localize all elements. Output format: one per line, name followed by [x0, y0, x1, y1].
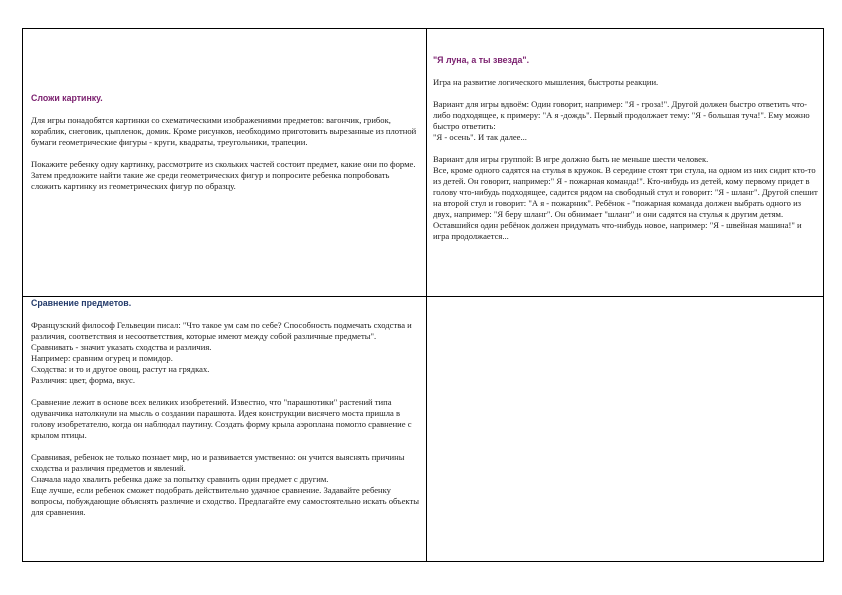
- cell-slozhi-kartinku: [31, 93, 419, 203]
- paragraph: Вариант для игры вдвоём: Один говорит, например: "Я - гроза!". Другой должен быстро ответить что-либо подходящее, к примеру: "А я -дождь". Первый продолжает тему: "Я - большая туча!". Ему можно быстро ответить:: [433, 99, 810, 131]
- paragraph: Вариант для игры группой: В игре должно быть не меньше шести человек.: [433, 154, 709, 164]
- paragraph: Покажите ребенку одну картинку, рассмотрите из скольких частей состоит предмет, какие они по форме. Затем предложите найти такие же среди геометрических фигур и попросите ребенка попробовать сложить картинку из геометрических фигур по образцу.: [31, 159, 416, 191]
- cell-sravnenie-predmetov: [31, 298, 419, 518]
- paragraph: Сравнивать - значит указать сходства и различия.: [31, 342, 212, 352]
- column-divider: [426, 29, 427, 561]
- paragraph: Например: сравним огурец и помидор.: [31, 353, 173, 363]
- card-table: [22, 28, 824, 562]
- section-title: "Я луна, а ты звезда".: [433, 55, 530, 65]
- paragraph: Французский философ Гельвеции писал: "Что такое ум сам по себе? Способность подмечать сходства и различия, соответствия и несоответствия, которые имеют между собой различные предметы".: [31, 320, 412, 341]
- paragraph: "Я - осень". И так далее...: [433, 132, 527, 142]
- paragraph: Различия: цвет, форма, вкус.: [31, 375, 136, 385]
- paragraph: Еще лучше, если ребенок сможет подобрать действительно удачное сравнение. Задавайте ребенку вопросы, побуждающие объяснять различие и сходство. Предлагайте ему самостоятельно искать объекты для сравнения.: [31, 485, 420, 517]
- section-title: Сравнение предметов.: [31, 298, 132, 308]
- row-divider: [23, 296, 823, 297]
- paragraph: Сравнивая, ребенок не только познает мир, но и развивается умственно: он учится выяснять причины сходства и различия предметов и явлений.: [31, 452, 405, 473]
- paragraph: Сходства: и то и другое овощ, растут на грядках.: [31, 364, 210, 374]
- paragraph: Сначала надо хвалить ребенка даже за попытку сравнить один предмет с другим.: [31, 474, 329, 484]
- section-title: Сложи картинку.: [31, 93, 103, 103]
- paragraph: Для игры понадобятся картинки со схематическими изображениями предметов: вагончик, грибок, кораблик, снеговик, цыпленок, домик. Кроме рисунков, необходимо приготовить вырезанные из плотной бумаги геометрические фигуры - круги, квадраты, треугольники, трапеции.: [31, 115, 417, 147]
- paragraph: Сравнение лежит в основе всех великих изобретений. Известно, что "парашютики" растений типа одуванчика натолкнули на мысль о создании парашюта. Идея конструкции висячего моста пришла в голову изобретателю, когда он наблюдал паутину. Создать форму крыла аэроплана помогло сравнение с крылом птицы.: [31, 397, 412, 440]
- paragraph: Все, кроме одного садятся на стулья в кружок. В середине стоят три стула, на одном из них сидит кто-то из детей. Он говорит, например:" Я - пожарная команда!". Кто-нибудь из детей, кому первому придет в голову что-нибудь подходящее, садится рядом на свободный стул и говорит: "Я - шланг". Другой спешит на второй стул и говорит: "А я - пожарник". Ребёнок - "пожарная команда должен выбрать одного из двух, например: "Я беру шланг". Он обнимает "шланг" и они садятся на стулья к другим детям. Оставшийся один ребёнок должен придумать что-нибудь новое, например: "Я - швейная машина!" и игра продолжается...: [433, 165, 818, 241]
- cell-ya-luna: [433, 55, 819, 242]
- paragraph: Игра на развитие логического мышления, быстроты реакции.: [433, 77, 659, 87]
